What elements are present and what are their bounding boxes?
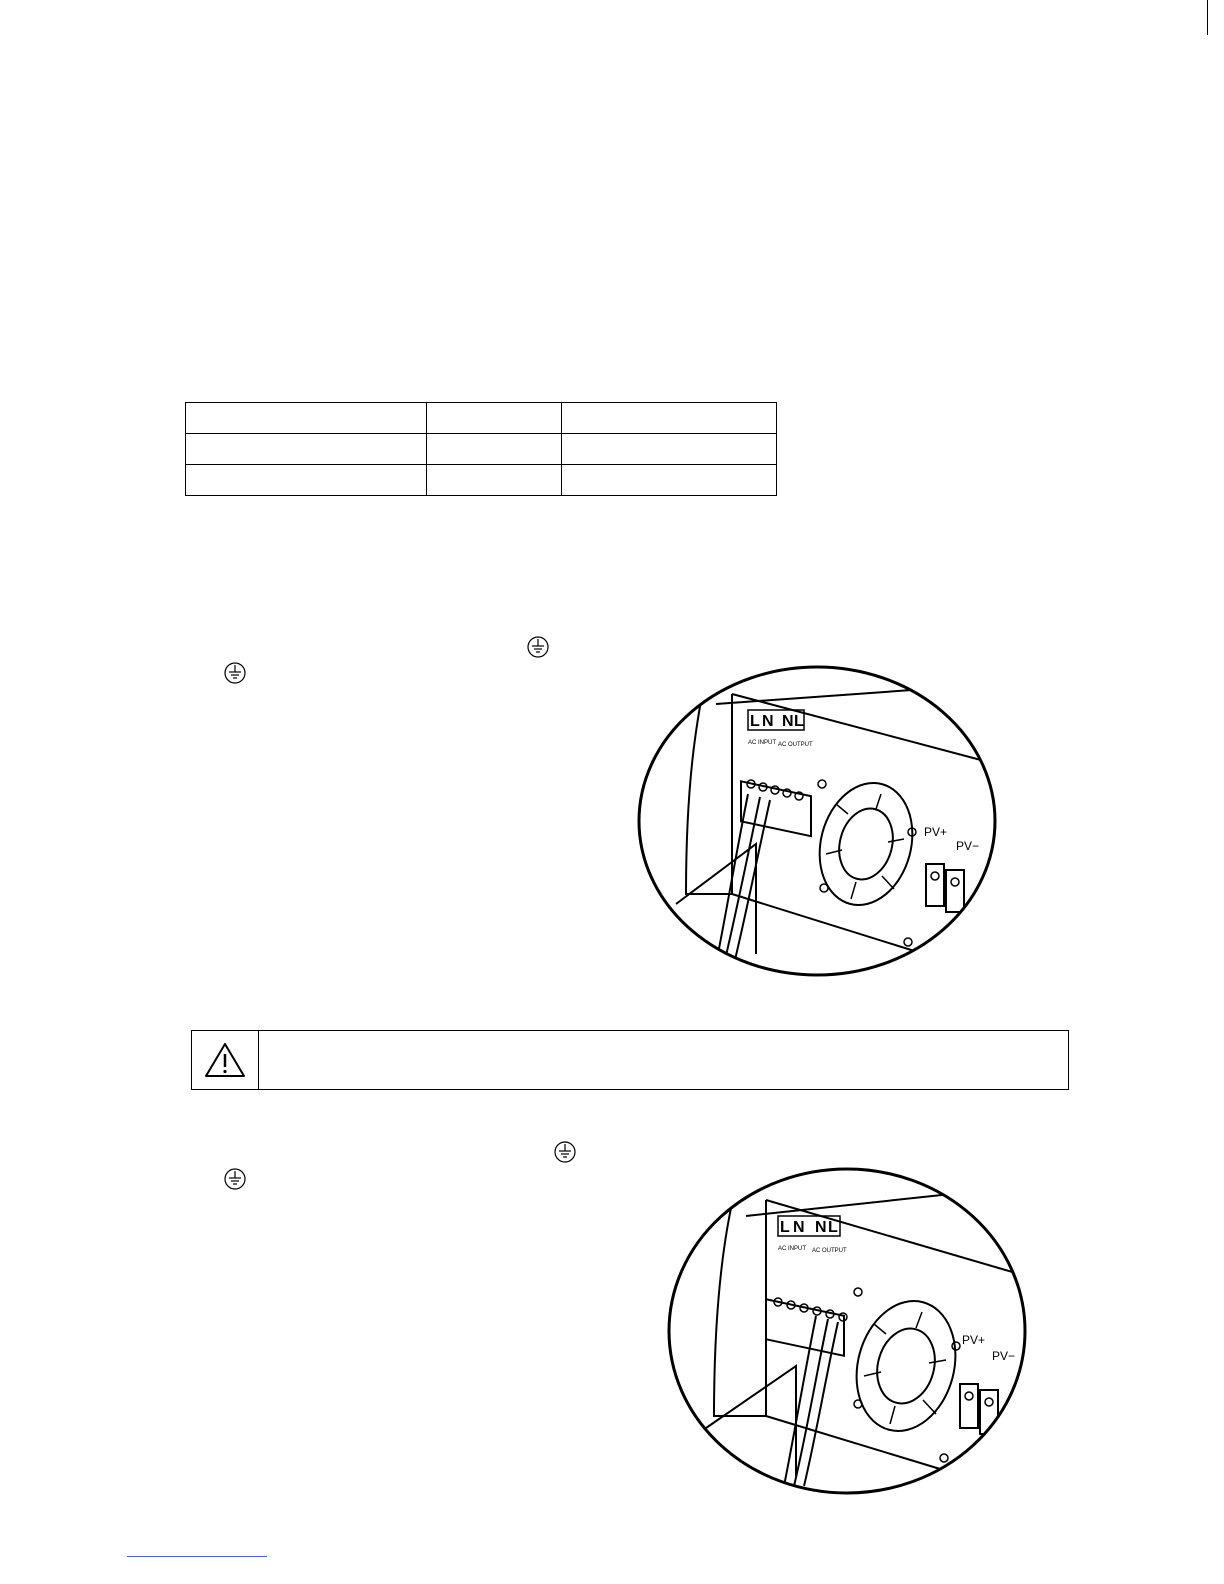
table-cell (427, 434, 562, 465)
pv-minus-label: PV− (956, 839, 980, 853)
pv-plus-label: PV+ (924, 825, 948, 839)
ground-icon (224, 662, 246, 684)
terminal-label: N (793, 1219, 805, 1236)
pv-plus-label: PV+ (962, 1333, 986, 1347)
warning-icon-cell (192, 1031, 259, 1089)
table-cell (186, 434, 427, 465)
terminal-label: L (794, 713, 804, 730)
table-cell (427, 465, 562, 496)
ac-input-label: AC INPUT (748, 740, 777, 746)
pv-minus-label: PV− (992, 1349, 1016, 1363)
warning-box (191, 1030, 1069, 1090)
ac-input-label: AC INPUT (778, 1246, 807, 1252)
table-cell (562, 434, 777, 465)
ground-icon (527, 636, 549, 658)
ac-output-label: AC OUTPUT (778, 742, 813, 748)
table-cell (562, 403, 777, 434)
terminal-label: N (782, 713, 794, 730)
warning-text (259, 1031, 1068, 1089)
ground-icon (554, 1141, 576, 1163)
ground-icon (224, 1168, 246, 1190)
spec-table (185, 402, 777, 496)
table-cell (562, 465, 777, 496)
table-row (186, 403, 777, 434)
ac-output-label: AC OUTPUT (812, 1248, 847, 1254)
page-edge-line (1207, 0, 1208, 35)
footer-link-underline (127, 1556, 267, 1557)
terminal-label: L (780, 1219, 790, 1236)
table-row (186, 465, 777, 496)
terminal-label: N (815, 1219, 827, 1236)
table-cell (186, 465, 427, 496)
warning-triangle-icon (203, 1041, 247, 1079)
ac-input-wiring-illustration (636, 664, 998, 978)
table-row (186, 434, 777, 465)
table-cell (427, 403, 562, 434)
ac-output-wiring-illustration (666, 1166, 1028, 1496)
table-cell (186, 403, 427, 434)
terminal-label: N (762, 713, 774, 730)
terminal-label: L (750, 713, 760, 730)
terminal-label: L (828, 1219, 838, 1236)
